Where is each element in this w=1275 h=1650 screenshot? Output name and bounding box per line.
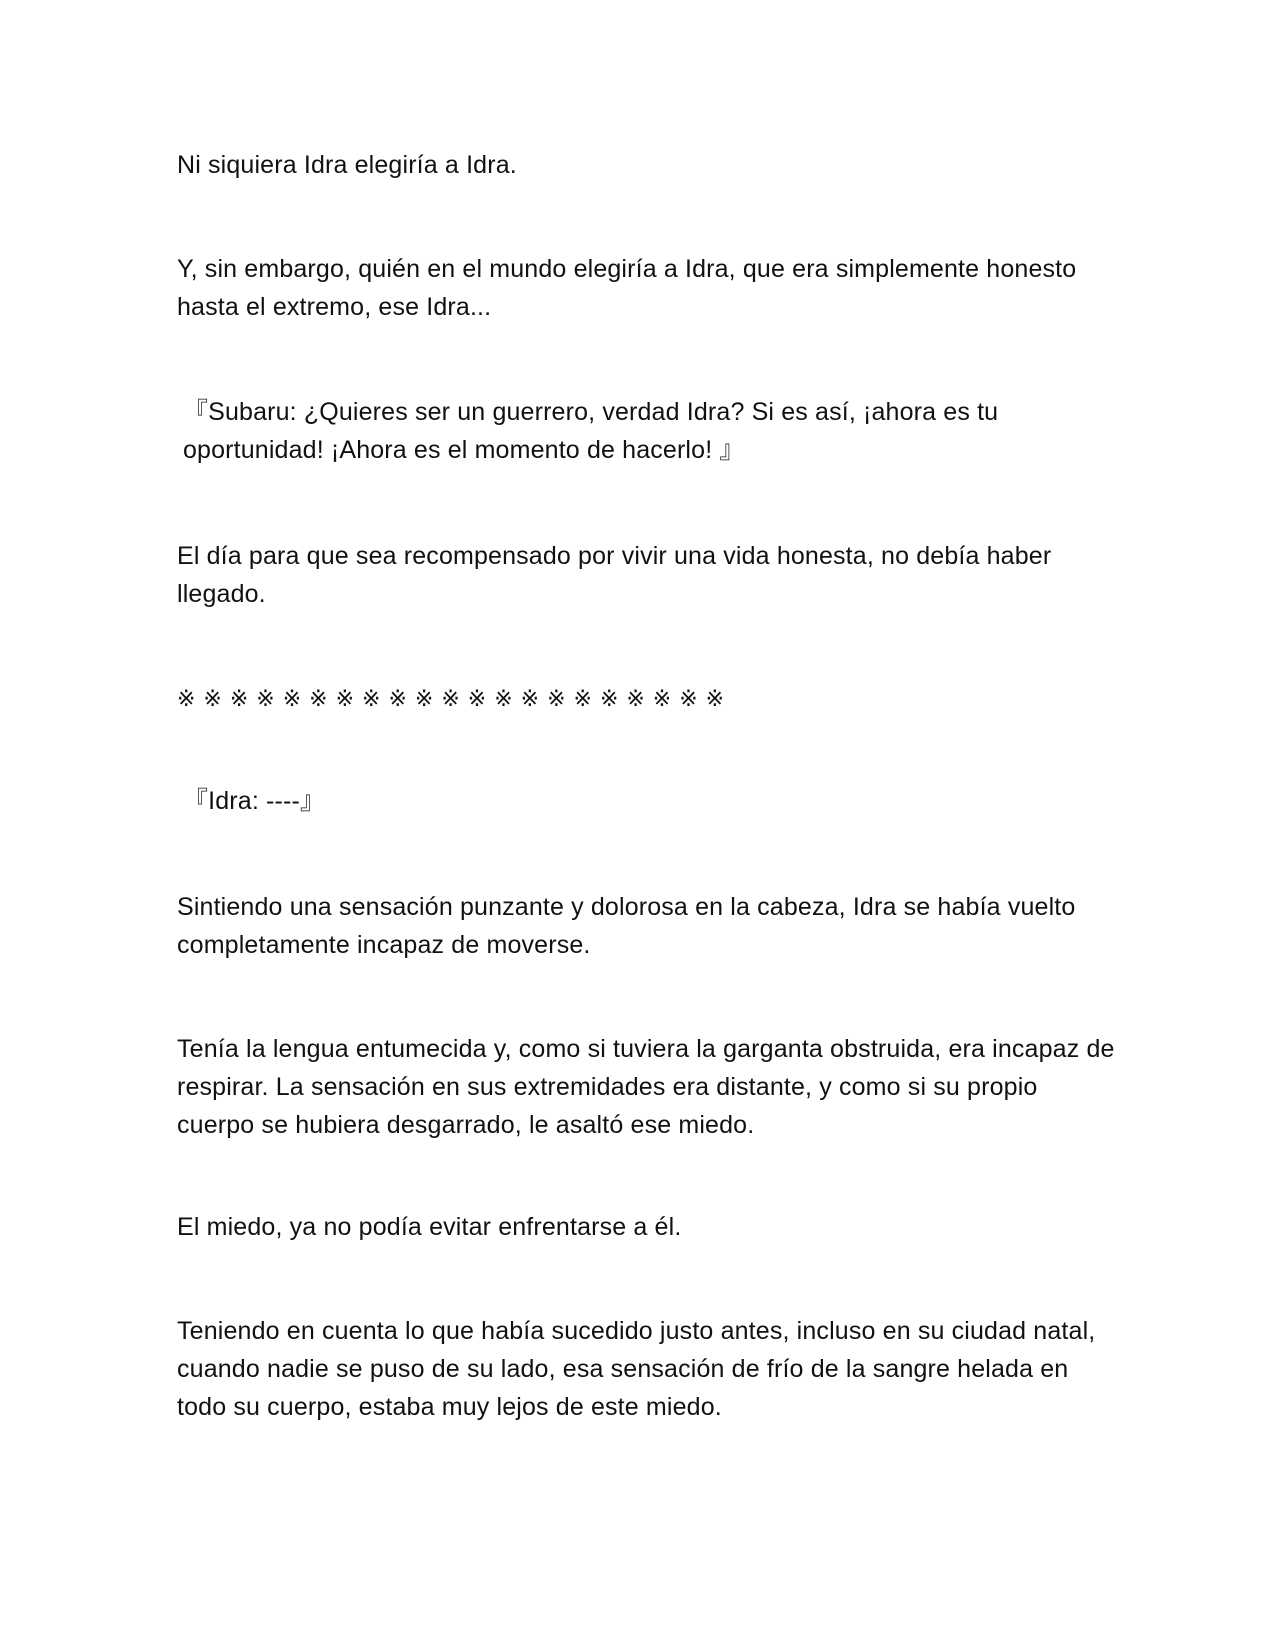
paragraph-1: Ni siquiera Idra elegiría a Idra. bbox=[177, 151, 517, 179]
paragraph-3: El día para que sea recompensado por vivir una vida honesta, no debía haber llegado. bbox=[177, 542, 1059, 608]
paragraph-5: Tenía la lengua entumecida y, como si tuviera la garganta obstruida, era incapaz de respirar. La sensación en sus extremidades era distante, y como si su propio cuerpo se hubiera desgarrado, le asaltó ese miedo. bbox=[177, 1035, 1122, 1139]
paragraph-6: El miedo, ya no podía evitar enfrentarse a él. bbox=[177, 1213, 682, 1241]
scene-separator: ※※※※※※※※※※※※※※※※※※※※※ bbox=[177, 686, 733, 711]
dialogue-idra: 『Idra: ----』 bbox=[183, 787, 326, 815]
paragraph-4: Sintiendo una sensación punzante y dolorosa en la cabeza, Idra se había vuelto completamente incapaz de moverse. bbox=[177, 893, 1083, 959]
dialogue-subaru: 『Subaru: ¿Quieres ser un guerrero, verdad Idra? Si es así, ¡ahora es tu oportunidad! ¡Ahora es el momento de hacerlo! 』 bbox=[183, 398, 1006, 464]
paragraph-2: Y, sin embargo, quién en el mundo elegiría a Idra, que era simplemente honesto hasta el extremo, ese Idra... bbox=[177, 255, 1084, 321]
paragraph-7: Teniendo en cuenta lo que había sucedido justo antes, incluso en su ciudad natal, cuando nadie se puso de su lado, esa sensación de frío de la sangre helada en todo su cuerpo, estaba muy lejos de este miedo. bbox=[177, 1317, 1103, 1421]
